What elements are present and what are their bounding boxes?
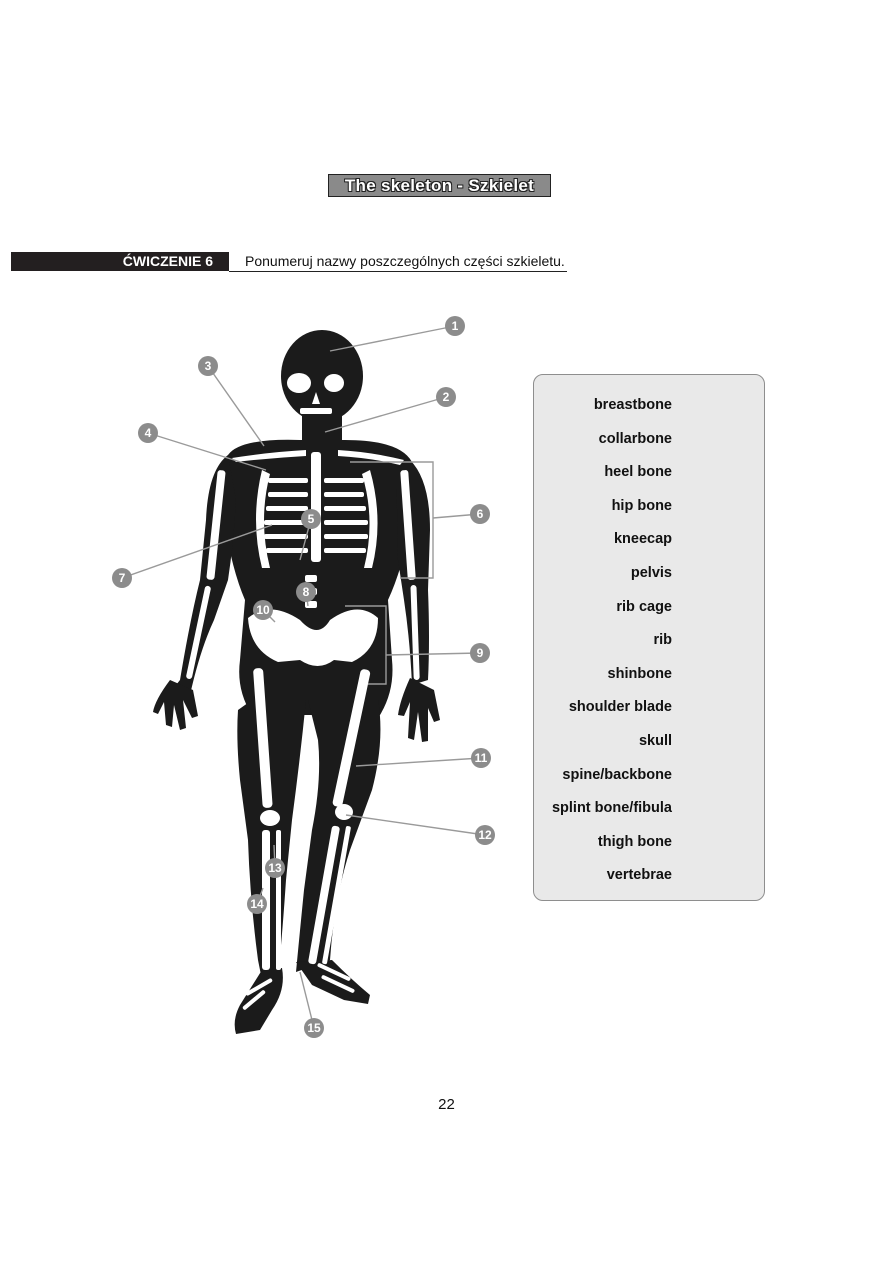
callout-11	[471, 748, 491, 768]
callout-7	[112, 568, 132, 588]
word-bank-item: shinbone	[607, 665, 672, 682]
exercise-instruction: Ponumeruj nazwy poszczególnych części szkieletu.	[229, 252, 567, 272]
word-bank-item: collarbone	[598, 430, 672, 447]
callout-12-number: 12	[478, 828, 492, 842]
callout-10-number: 10	[256, 603, 270, 617]
callout-3	[198, 356, 218, 376]
word-bank-item: pelvis	[630, 564, 672, 581]
word-bank-list	[552, 395, 672, 899]
callout-5-number: 5	[307, 512, 315, 526]
callout-11-number: 11	[474, 751, 488, 765]
callout-8-number: 8	[302, 585, 310, 599]
callout-14-number: 14	[250, 897, 264, 911]
word-bank-item: kneecap	[613, 531, 672, 548]
callout-15	[304, 1018, 324, 1038]
body-silhouette	[153, 330, 440, 1034]
callout-14	[247, 894, 267, 914]
word-bank-item: vertebrae	[606, 867, 672, 884]
word-bank-item: rib	[653, 632, 672, 649]
callout-12	[475, 825, 495, 845]
callout-3-number: 3	[204, 359, 212, 373]
word-bank-item: shoulder blade	[568, 699, 672, 716]
callout-6-number: 6	[476, 507, 484, 521]
page-number: 22	[438, 1096, 455, 1113]
word-bank-item: spine/backbone	[562, 766, 672, 783]
callout-6	[470, 504, 490, 524]
callout-15-number: 15	[307, 1021, 321, 1035]
callout-1	[445, 316, 465, 336]
word-bank-item: breastbone	[593, 397, 672, 413]
callout-7-number: 7	[118, 571, 126, 585]
skeleton-diagram	[100, 300, 520, 1050]
exercise-label: ĆWICZENIE 6	[11, 252, 229, 271]
callout-9	[470, 643, 490, 663]
word-bank-item: heel bone	[604, 464, 672, 481]
callout-10	[253, 600, 273, 620]
callout-4	[138, 423, 158, 443]
word-bank-item: skull	[638, 732, 672, 749]
callout-9-number: 9	[476, 646, 484, 660]
page-title: The skeleton - Szkielet	[328, 174, 551, 197]
callout-13-number: 13	[268, 861, 282, 875]
callout-2	[436, 387, 456, 407]
word-bank-item: rib cage	[616, 598, 672, 615]
word-bank-item: splint bone/fibula	[551, 800, 672, 817]
word-bank-box	[533, 374, 765, 901]
callout-4-number: 4	[144, 426, 152, 440]
word-bank-item: hip bone	[611, 497, 672, 514]
callout-2-number: 2	[442, 390, 450, 404]
callout-1-number: 1	[451, 319, 459, 333]
callout-5	[301, 509, 321, 529]
callout-13	[265, 858, 285, 878]
callout-8	[296, 582, 316, 602]
word-bank-item: thigh bone	[597, 833, 672, 850]
